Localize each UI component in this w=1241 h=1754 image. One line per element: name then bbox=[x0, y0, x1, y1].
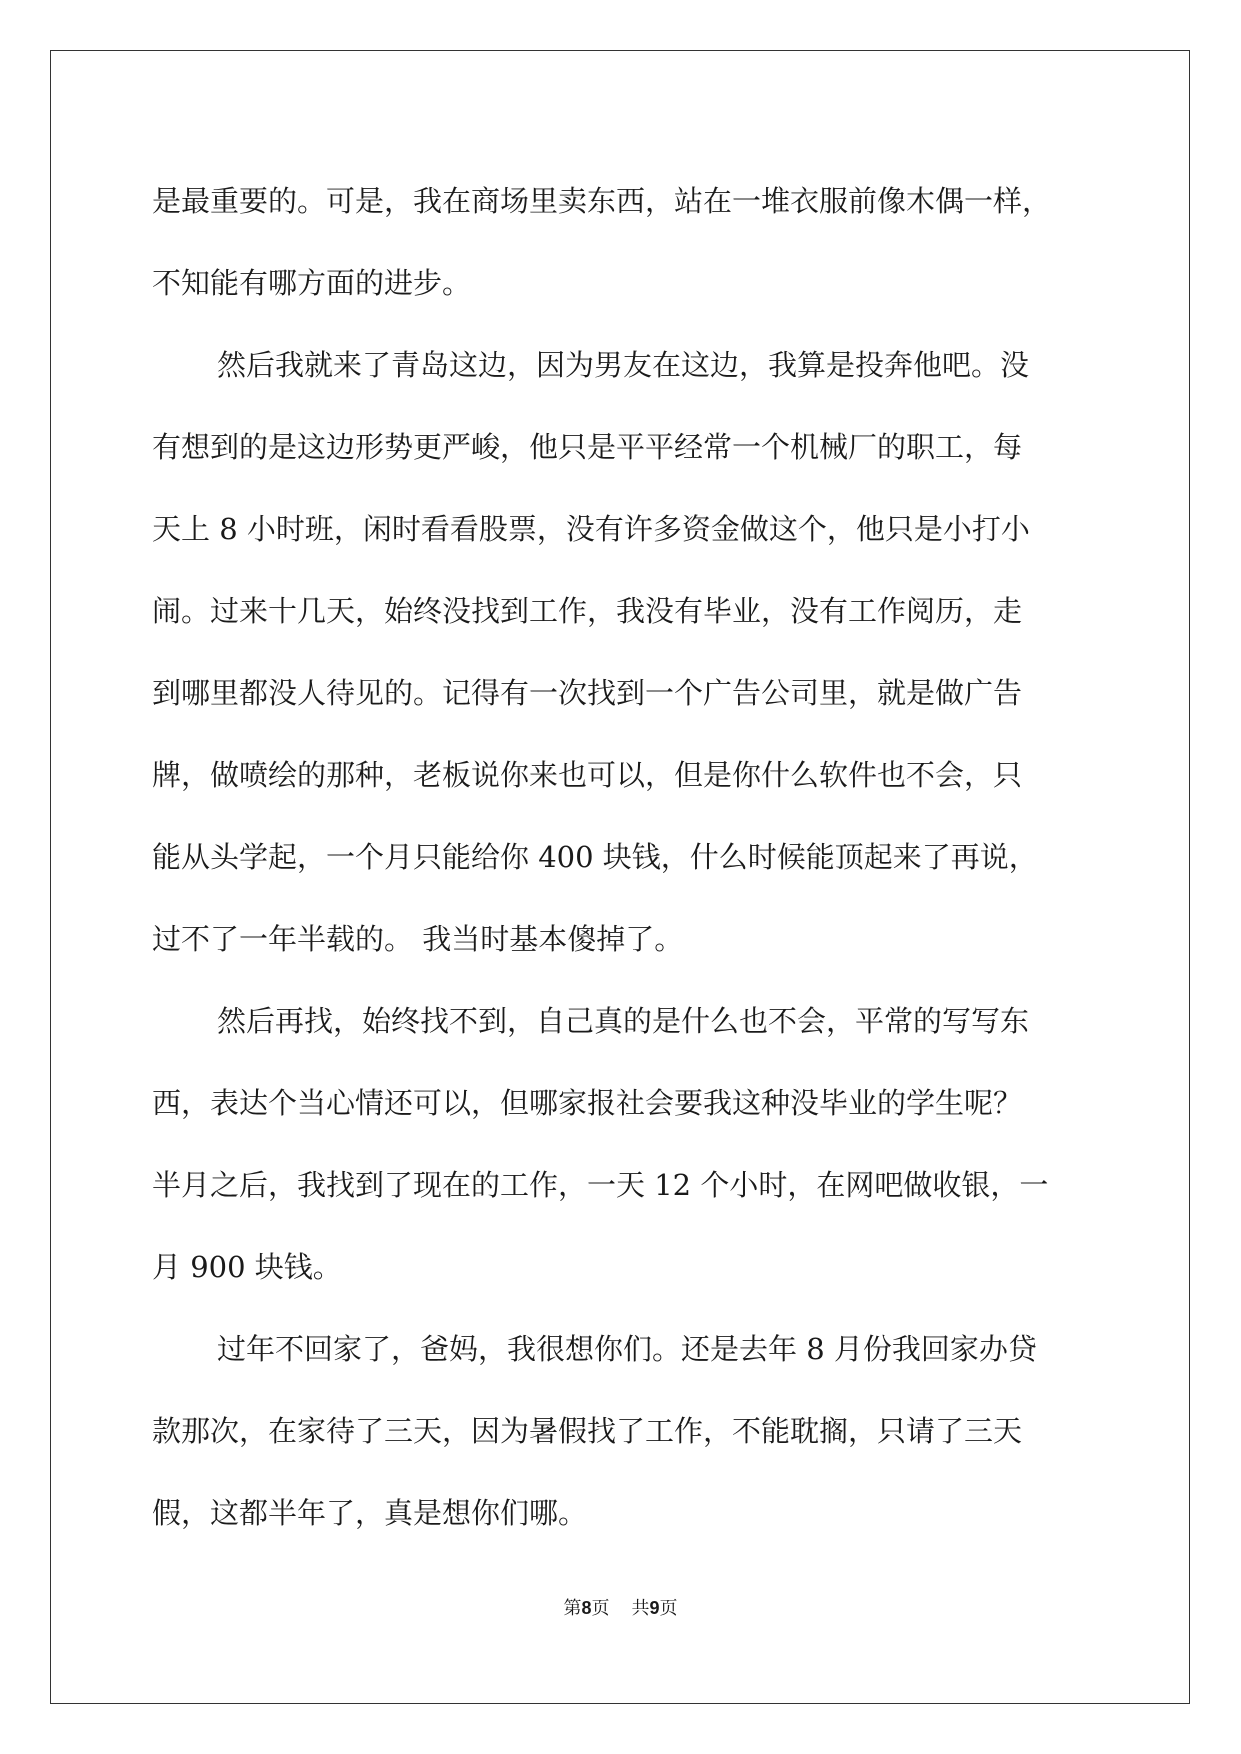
total-prefix: 共 bbox=[631, 1598, 650, 1619]
page-suffix: 页 bbox=[591, 1598, 610, 1619]
text-line: 月 900 块钱。 bbox=[152, 1250, 342, 1284]
text-line: 然后再找，始终找不到，自己真的是什么也不会，平常的写写东 bbox=[217, 1004, 1030, 1038]
text-line: 有想到的是这边形势更严峻，他只是平平经常一个机械厂的职工，每 bbox=[152, 430, 1023, 464]
current-page-number: 8 bbox=[581, 1598, 592, 1618]
total-suffix: 页 bbox=[659, 1598, 678, 1619]
text-line: 不知能有哪方面的进步。 bbox=[152, 266, 472, 300]
document-body bbox=[152, 160, 1090, 1554]
text-line: 过不了一年半载的。 我当时基本傻掉了。 bbox=[152, 922, 684, 956]
text-line: 天上 8 小时班，闲时看看股票，没有许多资金做这个，他只是小打小 bbox=[152, 512, 1030, 546]
text-line: 款那次，在家待了三天，因为暑假找了工作，不能耽搁，只请了三天 bbox=[152, 1414, 1023, 1448]
text-line: 然后我就来了青岛这边，因为男友在这边，我算是投奔他吧。没 bbox=[217, 348, 1030, 382]
text-line: 能从头学起，一个月只能给你 400 块钱，什么时候能顶起来了再说， bbox=[152, 840, 1038, 874]
page-prefix: 第 bbox=[563, 1598, 582, 1619]
text-line: 半月之后，我找到了现在的工作，一天 12 个小时，在网吧做收银，一 bbox=[152, 1168, 1049, 1202]
text-line: 西，表达个当心情还可以，但哪家报社会要我这种没毕业的学生呢？ bbox=[152, 1086, 1023, 1120]
page-footer bbox=[0, 1596, 1241, 1621]
text-line: 过年不回家了，爸妈，我很想你们。还是去年 8 月份我回家办贷 bbox=[217, 1332, 1037, 1366]
text-line: 假，这都半年了，真是想你们哪。 bbox=[152, 1496, 588, 1530]
text-line: 闹。过来十几天，始终没找到工作，我没有毕业，没有工作阅历，走 bbox=[152, 594, 1023, 628]
text-line: 是最重要的。可是，我在商场里卖东西，站在一堆衣服前像木偶一样， bbox=[152, 184, 1052, 218]
text-line: 到哪里都没人待见的。记得有一次找到一个广告公司里，就是做广告 bbox=[152, 676, 1023, 710]
total-page-number: 9 bbox=[649, 1598, 660, 1618]
text-line: 牌，做喷绘的那种，老板说你来也可以，但是你什么软件也不会，只 bbox=[152, 758, 1023, 792]
